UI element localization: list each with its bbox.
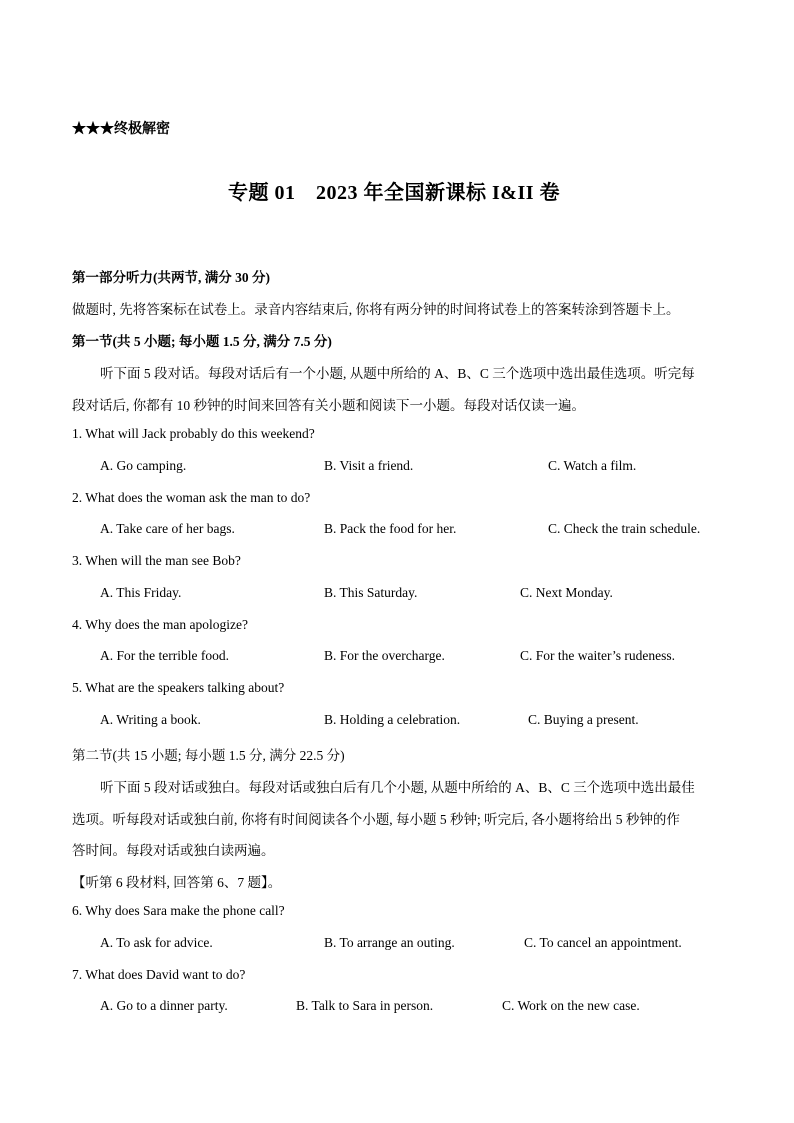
- question-4: 4. Why does the man apologize?: [72, 617, 248, 632]
- material-6-label: 【听第 6 段材料, 回答第 6、7 题】。: [72, 875, 282, 890]
- question-7: 7. What does David want to do?: [72, 967, 246, 982]
- q5-option-c: C. Buying a present.: [528, 712, 639, 727]
- q4-option-c: C. For the waiter’s rudeness.: [520, 648, 675, 663]
- part1-heading: 第一部分听力(共两节, 满分 30 分): [72, 270, 270, 285]
- q1-option-c: C. Watch a film.: [548, 458, 637, 473]
- q6-option-a: A. To ask for advice.: [100, 935, 213, 950]
- question-3: 3. When will the man see Bob?: [72, 553, 241, 568]
- q1-option-a: A. Go camping.: [100, 458, 187, 473]
- q7-option-b: B. Talk to Sara in person.: [296, 998, 434, 1013]
- q2-option-c: C. Check the train schedule.: [548, 521, 701, 536]
- section2-paragraph-line1: 听下面 5 段对话或独白。每段对话或独白后有几个小题, 从题中所给的 A、B、C 三个选项中选出最佳: [100, 780, 695, 795]
- section1-heading: 第一节(共 5 小题; 每小题 1.5 分, 满分 7.5 分): [72, 334, 332, 349]
- q5-option-b: B. Holding a celebration.: [324, 712, 461, 727]
- section2-paragraph-line3: 答时间。每段对话或独白读两遍。: [72, 843, 275, 858]
- q3-option-c: C. Next Monday.: [520, 585, 613, 600]
- exam-badge: ★★★终极解密: [72, 122, 170, 137]
- q6-option-c: C. To cancel an appointment.: [524, 935, 682, 950]
- part1-instruction: 做题时, 先将答案标在试卷上。录音内容结束后, 你将有两分钟的时间将试卷上的答案转涂到答题卡上。: [72, 302, 680, 317]
- section1-paragraph-line1: 听下面 5 段对话。每段对话后有一个小题, 从题中所给的 A、B、C 三个选项中选出最佳选项。听完每: [100, 366, 695, 381]
- section2-heading: 第二节(共 15 小题; 每小题 1.5 分, 满分 22.5 分): [72, 748, 345, 763]
- q7-option-c: C. Work on the new case.: [502, 998, 640, 1013]
- question-1: 1. What will Jack probably do this weekend?: [72, 426, 315, 441]
- q3-option-b: B. This Saturday.: [324, 585, 418, 600]
- q6-option-b: B. To arrange an outing.: [324, 935, 455, 950]
- q1-option-b: B. Visit a friend.: [324, 458, 414, 473]
- q2-option-a: A. Take care of her bags.: [100, 521, 235, 536]
- q2-option-b: B. Pack the food for her.: [324, 521, 457, 536]
- q7-option-a: A. Go to a dinner party.: [100, 998, 228, 1013]
- q5-option-a: A. Writing a book.: [100, 712, 201, 727]
- q4-option-a: A. For the terrible food.: [100, 648, 229, 663]
- q3-option-a: A. This Friday.: [100, 585, 182, 600]
- section2-paragraph-line2: 选项。听每段对话或独白前, 你将有时间阅读各个小题, 每小题 5 秒钟; 听完后, 各小题将给出 5 秒钟的作: [72, 812, 680, 827]
- question-6: 6. Why does Sara make the phone call?: [72, 903, 285, 918]
- question-5: 5. What are the speakers talking about?: [72, 680, 285, 695]
- section1-paragraph-line2: 段对话后, 你都有 10 秒钟的时间来回答有关小题和阅读下一小题。每段对话仅读一遍。: [72, 398, 585, 413]
- q4-option-b: B. For the overcharge.: [324, 648, 445, 663]
- page-title: 专题 01 2023 年全国新课标 I&II 卷: [228, 182, 561, 204]
- question-2: 2. What does the woman ask the man to do?: [72, 490, 311, 505]
